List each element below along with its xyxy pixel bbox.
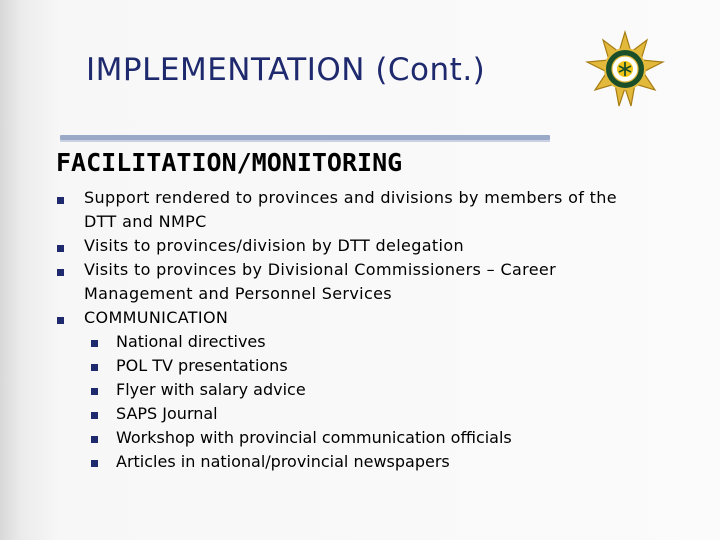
bullet-item — [56, 258, 696, 306]
bullet-text: Visits to provinces by Divisional Commissioners – Career — [84, 260, 557, 279]
bullet-item — [56, 306, 696, 474]
square-bullet-icon — [91, 340, 98, 347]
saps-star-emblem-icon — [585, 30, 665, 110]
square-bullet-icon — [57, 269, 64, 276]
sub-bullet-list — [84, 330, 696, 474]
sub-bullet-item — [84, 378, 696, 402]
square-bullet-icon — [57, 245, 64, 252]
bullet-item — [56, 186, 696, 234]
sub-bullet-item — [84, 450, 696, 474]
sub-bullet-text: POL TV presentations — [116, 356, 288, 375]
square-bullet-icon — [57, 317, 64, 324]
square-bullet-icon — [91, 436, 98, 443]
sub-bullet-item — [84, 426, 696, 450]
sub-bullet-text: SAPS Journal — [116, 404, 218, 423]
bullet-text: DTT and NMPC — [84, 212, 207, 231]
section-heading: FACILITATION/MONITORING — [56, 148, 403, 177]
bullet-text: COMMUNICATION — [84, 308, 229, 327]
bullet-item — [56, 234, 696, 258]
square-bullet-icon — [91, 460, 98, 467]
sub-bullet-text: Articles in national/provincial newspapers — [116, 452, 450, 471]
sub-bullet-item — [84, 354, 696, 378]
sub-bullet-text: Flyer with salary advice — [116, 380, 306, 399]
title-underline-shadow — [60, 140, 550, 142]
square-bullet-icon — [91, 412, 98, 419]
bullet-list — [56, 186, 696, 474]
square-bullet-icon — [91, 364, 98, 371]
slide-title: IMPLEMENTATION (Cont.) — [86, 52, 486, 88]
sub-bullet-item — [84, 402, 696, 426]
sub-bullet-text: National directives — [116, 332, 266, 351]
sub-bullet-item — [84, 330, 696, 354]
bullet-text: Visits to provinces/division by DTT delegation — [84, 236, 464, 255]
bullet-text: Support rendered to provinces and divisions by members of the — [84, 188, 617, 207]
square-bullet-icon — [91, 388, 98, 395]
square-bullet-icon — [57, 197, 64, 204]
bullet-text: Management and Personnel Services — [84, 284, 392, 303]
sub-bullet-text: Workshop with provincial communication officials — [116, 428, 512, 447]
